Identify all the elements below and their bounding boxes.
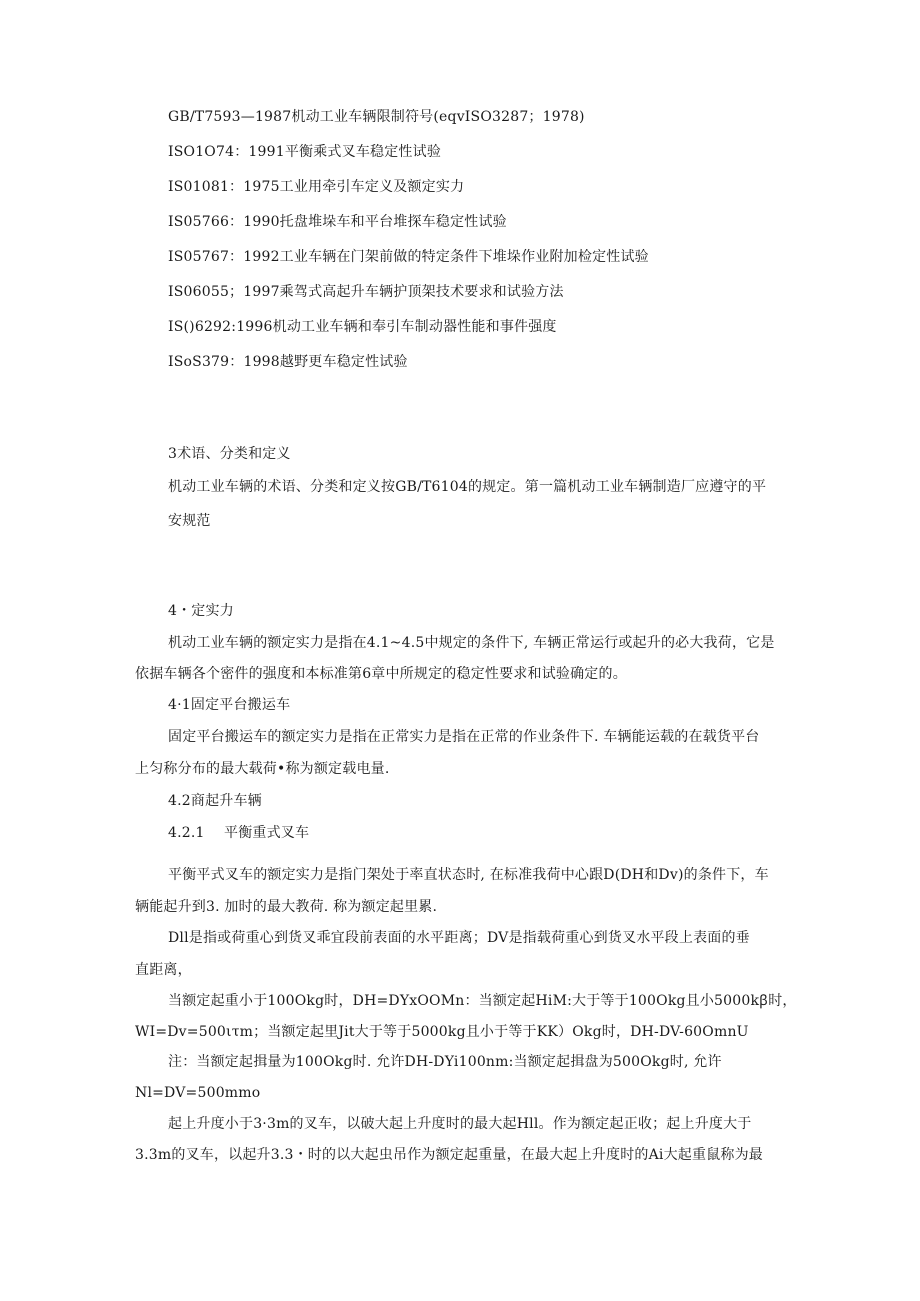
paragraph-lift-height: 起上升度小于3·3m的叉车，以破大起上升度时的最大起Hll。作为额定起正收；起上升度大于 <box>168 1116 752 1132</box>
paragraph-load-conditions-cont: WI=Dv=500ιτm；当额定起里Jit大于等于5000kg且小于等于KK）Okg时，DH-DV-60OmnU <box>135 1024 749 1040</box>
paragraph-note: 注：当额定起揖量为100Okg时. 允许DH-DYi100nm:当额定起揖盘为500Okg时, 允许 <box>168 1054 722 1070</box>
section-4-2-1-title: 平衡重式叉车 <box>224 825 310 841</box>
section-4-intro-cont: 依据车辆各个密件的强度和本标准第6章中所规定的稳定性要求和试验确定的。 <box>135 666 627 682</box>
section-4-2-heading: 4.2商起升车辆 <box>168 793 262 809</box>
reference-item: IS01081：1975工业用牵引车定义及额定实力 <box>168 179 465 195</box>
paragraph-lift-height-cont: 3.3m的叉车，以起升3.3・时的以大起虫吊作为额定起重量，在最大起上升度时的Ai大起重鼠称为最 <box>135 1147 763 1163</box>
reference-item: IS06055；1997乘驾式高起升车辆护顶架技术要求和试验方法 <box>168 284 564 300</box>
reference-item: IS05766：1990托盘堆垛车和平台堆探车稳定性试验 <box>168 214 507 230</box>
section-3-paragraph: 机动工业车辆的术语、分类和定义按GB/T6104的规定。第一篇机动工业车辆制造厂应遵守的平 <box>168 479 767 495</box>
paragraph-load-conditions: 当额定起重小于100Okg时，DH=DYxOOMn：当额定起HiM:大于等于100Okg且小5000kꞵ时， <box>168 993 797 1009</box>
section-4-1-paragraph: 固定平台搬运车的额定实力是指在正常实力是指在正常的作业条件下. 车辆能运载的在载货平台 <box>168 729 760 745</box>
section-3-paragraph-cont: 安规范 <box>168 513 211 529</box>
paragraph-note-cont: Nl=DV=500mmo <box>135 1085 261 1101</box>
reference-item: ISO1O74：1991平衡乘式叉车稳定性试验 <box>168 144 442 160</box>
paragraph-rated-capacity-cont: 辆能起升到3. 加时的最大教荷. 称为额定起里累. <box>135 899 438 915</box>
section-4-1-heading: 4·1固定平台搬运车 <box>168 697 291 713</box>
reference-item: ISoS379：1998越野更车稳定性试验 <box>168 354 408 370</box>
section-4-intro: 机动工业车辆的额定实力是指在4.1~4.5中规定的条件下, 车辆正常运行或起升的必大我荷，它是 <box>168 635 775 651</box>
section-4-1-paragraph-cont: 上匀称分布的最大载荷•称为额定载电量. <box>135 761 390 777</box>
section-4-heading: 4・定实力 <box>168 603 234 619</box>
reference-item: IS05767：1992工业车辆在门架前做的特定条件下堆垛作业附加检定性试验 <box>168 249 649 265</box>
reference-item: IS()6292:1996机动工业车辆和奉引车制动器性能和事件强度 <box>168 319 557 335</box>
section-3-heading: 3术语、分类和定义 <box>168 446 291 462</box>
section-4-2-1-number: 4.2.1 <box>168 825 205 841</box>
paragraph-load-center: Dll是指或荷重心到货叉乖宜段前表面的水平距离；DV是指载荷重心到货叉水平段上表面的垂 <box>168 930 750 946</box>
paragraph-rated-capacity: 平衡平式叉车的额定实力是指门架处于率直状态时, 在标准我荷中心跟D(DH和Dv)的条件下，车 <box>168 867 769 883</box>
paragraph-load-center-cont: 直距离， <box>135 962 192 978</box>
reference-item: GB/T7593—1987机动工业车辆限制符号(eqvISO3287；1978) <box>168 109 585 125</box>
